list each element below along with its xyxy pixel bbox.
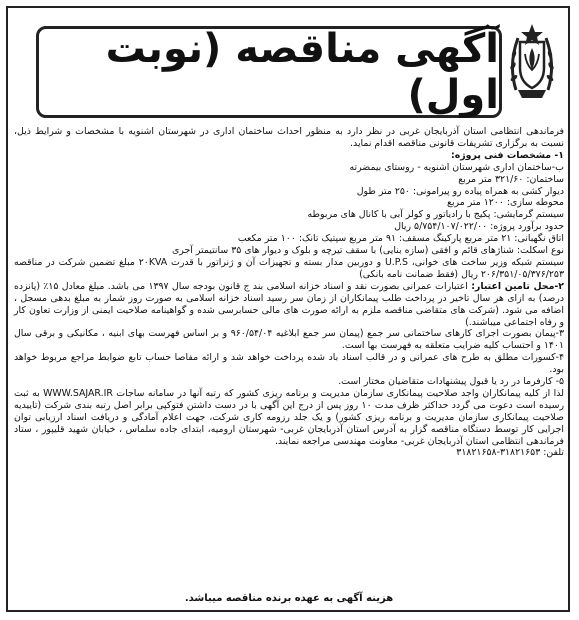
section-heading-technical: ۱- مشخصات فنی پروژه: (450, 149, 564, 161)
title-box (36, 26, 502, 118)
spec-line: سیستم شبکه وزیر ساخت های خوانی، U.P.S و دوربین مدار بسته و تجهیزات آن و ژنراتور با قدرت ۲۰KVA مبلغ تضمین شرکت در مناقصه ۲۰۶/۳۵۱/۰۵/۳۷۶/۲۵۳ ریال (فقط ضمانت نامه بانکی) (14, 256, 564, 280)
spec-line: ساختمان: ۳۲۱/۶۰ متر مربع (458, 173, 564, 185)
phone-line: تلفن: ۳۱۸۲۱۶۵۳-۳۱۸۲۱۶۵۸ (456, 447, 564, 459)
spec-line: اتاق نگهبانی: ۲۱ متر مربع پارکینگ مسقف: ۹۱ متر مربع سپتیک تانک: ۱۰۰ متر مکعب (237, 233, 564, 245)
funding-heading: ۲-محل تامین اعتبار: (471, 280, 564, 292)
spec-line: سیستم گرمایشی: پکیج با رادیاتور و کولر آبی با کانال های مربوطه (307, 209, 564, 221)
deductions-paragraph: ۴-کسورات مطلق به طرح های عمرانی و در قالب اسناد باد شده پرداخت خواهد شد و ارائه مفاصا حساب تابع ضوابط مراجع مربوط خواهد بود. (14, 352, 564, 376)
notice-body (14, 126, 564, 459)
spec-line: دیوار کشی به همراه پیاده رو پیرامونی: ۲۵۰ متر طول (356, 185, 564, 197)
footer-note: هزینه آگهی به عهده برنده مناقصه میباشد. (184, 593, 394, 604)
header (6, 6, 570, 124)
spec-line: محوطه سازی: ۱۲۰۰ متر مربع (446, 197, 564, 209)
police-emblem-icon (506, 20, 558, 102)
spec-line: حدود برآورد پروژه: ۵/۷۵۴/۱۰۷/۰۲۲/۰۰ ریال (394, 221, 564, 233)
contract-paragraph: ۳-پیمان بصورت اجرای کارهای ساختمانی سر جمع (پیمان سر جمع ابلاغیه ۹۶۰/۵۴/۰۴ و بر اساس فهرست بهای ابنیه ، مکانیکی و برقی سال ۱۴۰۱ و احتساب کلیه ضرایب متعلقه به فهرست بها است. (14, 328, 564, 352)
notice-title: آگهی مناقصه (نوبت اول) (105, 26, 499, 118)
spec-line: ب-ساختمان اداری شهرستان اشنویه - روستای بیمضرته (349, 161, 564, 173)
employer-right-paragraph: ۵- کارفرما در رد یا قبول پیشنهادات متقاضیان مختار است. (338, 376, 564, 388)
spec-line: نوع اسکلت: شناژهای قائم و افقی (سازه بنایی) با سقف تیرچه و بلوک و دیوار های ۳۵ سانتیمتر آجری (171, 245, 564, 257)
intro-paragraph: فرماندهی انتظامی استان آذربایجان غربی در نظر دارد به منظور احداث ساختمان اداری در شهرستان اشنویه با مشخصات و شرایط ذیل، نسبت به برگزاری تشریفات قانونی مناقصه اقدام نماید. (14, 126, 564, 149)
funding-text: اعتبارات عمرانی بصورت نقد و اسناد خزانه اسلامی بند ج قانون بودجه سال ۱۳۹۷ می باشد. مبلغ معادل ۱۵٪ (پانزده درصد) به ازای هر سال تاخیر در پرداخت طلب پیمانکاران از زمان سر رسید اسناد خزانه اسلامی به صورت روز شمار به مبلغ بدهی مسجل ، اضافه می شود. (شرکت های متقاضی مناقصه ملزم به ارائه صورت های مالی حسابرسی شده و گواهینامه صلاحیت ایمنی از وزارت تعاون کار و رفاه اجتماعی میباشند.) (14, 280, 564, 328)
funding-paragraph (14, 281, 564, 329)
invitation-paragraph: لذا از کلیه پیمانکاران واجد صلاحیت پیمانکاری سازمان مدیریت و برنامه ریزی کشور که رتبه آنها در سامانه ساجات WWW.SAJAR.IR به ثبت رسیده است دعوت می گردد حداکثر ظرف مدت ۱۰ روز پس از درج این آگهی با در دست داشتن فتوکپی برابر اصل رتبه بندی شرکت (تاییدیه صلاحیت پیمانکاری سازمان مدیریت و برنامه ریزی کشور) و یک جلد رزومه کاری شرکت، جهت اعلام آمادگی و دریافت اسناد ارزیابی توان اجرایی کار توسط دستگاه مناقصه گزار به آدرس استان آذربایجان غربی- شهرستان ارومیه، ابتدای جاده سلماس ، خیابان شهید قلیپور ، ستاد فرماندهی انتظامی استان آذربایجان غربی- معاونت مهندسی مراجعه نمایند. (14, 387, 564, 447)
